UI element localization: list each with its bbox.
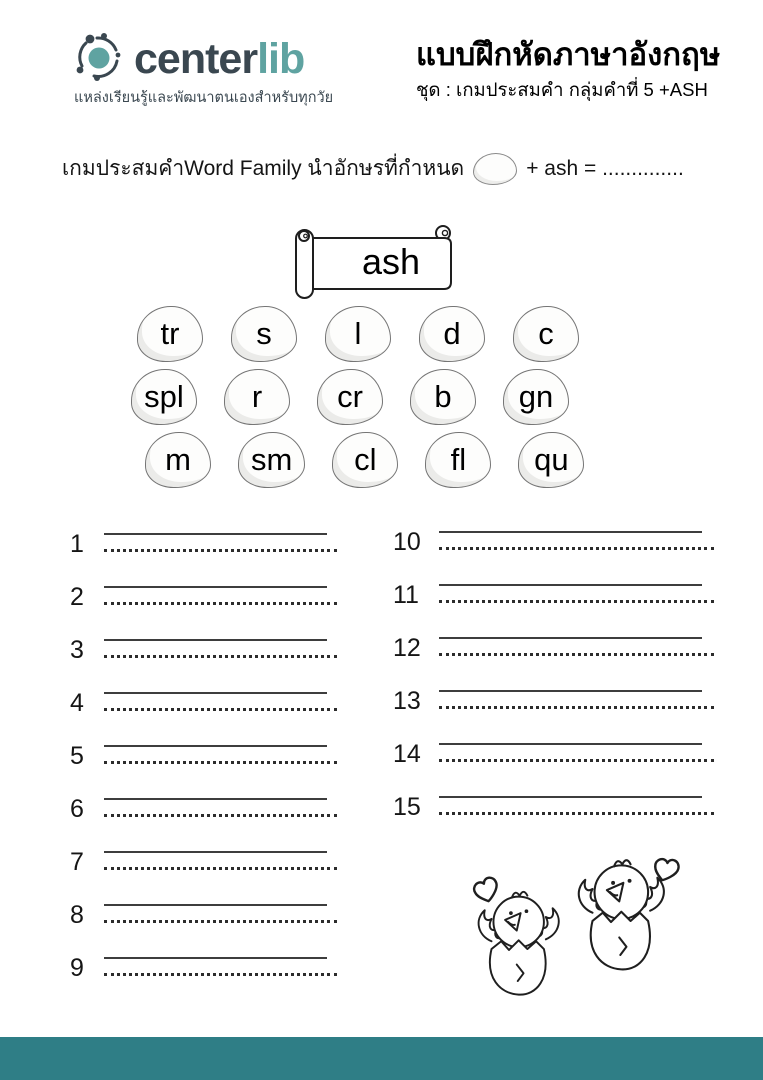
answer-list-right bbox=[393, 515, 714, 833]
answer-line-dotted bbox=[104, 708, 337, 711]
answer-number: 2 bbox=[70, 583, 84, 611]
letter-egg: cl bbox=[332, 432, 398, 488]
answer-number: 14 bbox=[393, 740, 421, 768]
answer-write-lines bbox=[104, 957, 337, 976]
answer-line-dotted bbox=[104, 867, 337, 870]
answer-item bbox=[393, 780, 714, 821]
egg-row-1 bbox=[0, 306, 763, 362]
answer-list-left bbox=[70, 517, 337, 994]
answer-write-lines bbox=[104, 586, 337, 605]
answer-line-solid bbox=[439, 584, 702, 586]
answer-line-dotted bbox=[439, 706, 714, 709]
letter-egg: c bbox=[513, 306, 579, 362]
answer-number: 11 bbox=[393, 581, 419, 609]
answer-number: 15 bbox=[393, 793, 421, 821]
answer-item bbox=[393, 621, 714, 662]
instruction-line bbox=[62, 152, 742, 185]
answer-item bbox=[70, 676, 337, 717]
answer-item bbox=[393, 568, 714, 609]
answer-item bbox=[70, 835, 337, 876]
answer-line-solid bbox=[439, 796, 702, 798]
answer-number: 3 bbox=[70, 636, 84, 664]
egg-row-3 bbox=[0, 432, 763, 488]
answer-line-solid bbox=[104, 692, 327, 694]
answer-item bbox=[393, 727, 714, 768]
answer-number: 4 bbox=[70, 689, 84, 717]
egg-row-2 bbox=[0, 369, 763, 425]
answer-line-solid bbox=[104, 957, 327, 959]
answer-number: 12 bbox=[393, 634, 421, 662]
answer-line-solid bbox=[104, 639, 327, 641]
answer-item bbox=[70, 570, 337, 611]
letter-egg: l bbox=[325, 306, 391, 362]
letter-egg: s bbox=[231, 306, 297, 362]
letter-egg: sm bbox=[238, 432, 305, 488]
answer-line-solid bbox=[439, 637, 702, 639]
letter-egg: cr bbox=[317, 369, 383, 425]
instruction-text-before: เกมประสมคำWord Family นำอักษรที่กำหนด bbox=[62, 157, 465, 180]
worksheet-subtitle: ชุด : เกมประสมคำ กลุ่มคำที่ 5 +ASH bbox=[416, 79, 708, 101]
centerlib-logo-icon bbox=[70, 28, 128, 91]
answer-line-dotted bbox=[104, 814, 337, 817]
answer-item bbox=[70, 888, 337, 929]
answer-write-lines bbox=[439, 743, 714, 762]
answer-line-solid bbox=[104, 904, 327, 906]
footer-brand-bar bbox=[0, 1037, 763, 1080]
answer-number: 10 bbox=[393, 528, 421, 556]
answer-item bbox=[393, 515, 714, 556]
answer-line-dotted bbox=[104, 549, 337, 552]
worksheet-title-block bbox=[416, 36, 751, 105]
blank-egg-icon bbox=[473, 153, 517, 185]
answer-item bbox=[70, 623, 337, 664]
answer-write-lines bbox=[104, 533, 337, 552]
banner-word: ash bbox=[361, 241, 421, 282]
answer-line-solid bbox=[104, 851, 327, 853]
answer-line-dotted bbox=[104, 920, 337, 923]
answer-line-dotted bbox=[439, 653, 714, 656]
centerlib-logo bbox=[70, 28, 304, 91]
letter-egg: spl bbox=[131, 369, 197, 425]
answer-item bbox=[70, 941, 337, 982]
answer-write-lines bbox=[104, 745, 337, 764]
answer-write-lines bbox=[439, 690, 714, 709]
answer-line-dotted bbox=[439, 547, 714, 550]
logo-wordmark bbox=[134, 35, 305, 83]
letter-egg: b bbox=[410, 369, 476, 425]
answer-item bbox=[393, 674, 714, 715]
answer-number: 5 bbox=[70, 742, 84, 770]
letter-egg: r bbox=[224, 369, 290, 425]
answer-item bbox=[70, 729, 337, 770]
answer-number: 6 bbox=[70, 795, 84, 823]
answer-line-solid bbox=[104, 533, 327, 535]
answer-number: 13 bbox=[393, 687, 421, 715]
answer-line-dotted bbox=[104, 761, 337, 764]
letter-egg: fl bbox=[425, 432, 491, 488]
answer-number: 8 bbox=[70, 901, 84, 929]
answer-line-dotted bbox=[104, 655, 337, 658]
letter-egg: d bbox=[419, 306, 485, 362]
answer-line-solid bbox=[439, 743, 702, 745]
instruction-text-after: + ash = .............. bbox=[526, 156, 684, 180]
answer-line-dotted bbox=[439, 812, 714, 815]
ash-scroll-banner bbox=[286, 220, 476, 306]
answer-write-lines bbox=[104, 851, 337, 870]
logo-word-center: center bbox=[134, 35, 258, 83]
letter-egg-grid bbox=[0, 306, 763, 495]
answer-line-solid bbox=[104, 798, 327, 800]
answer-item bbox=[70, 782, 337, 823]
answer-number: 7 bbox=[70, 848, 84, 876]
answer-line-solid bbox=[439, 690, 702, 692]
answer-write-lines bbox=[439, 584, 714, 603]
answer-write-lines bbox=[104, 639, 337, 658]
answer-write-lines bbox=[104, 692, 337, 711]
answer-write-lines bbox=[104, 904, 337, 923]
answer-line-solid bbox=[104, 586, 327, 588]
answer-line-dotted bbox=[439, 759, 714, 762]
answer-number: 9 bbox=[70, 954, 84, 982]
brand-tagline: แหล่งเรียนรู้และพัฒนาตนเองสำหรับทุกวัย bbox=[74, 90, 334, 106]
answer-write-lines bbox=[439, 531, 714, 550]
answer-write-lines bbox=[439, 796, 714, 815]
answer-line-solid bbox=[104, 745, 327, 747]
hatching-chicks-illustration bbox=[448, 843, 713, 1008]
letter-egg: gn bbox=[503, 369, 569, 425]
answer-number: 1 bbox=[70, 530, 84, 558]
answer-line-solid bbox=[439, 531, 702, 533]
answer-write-lines bbox=[104, 798, 337, 817]
answer-line-dotted bbox=[439, 600, 714, 603]
letter-egg: m bbox=[145, 432, 211, 488]
letter-egg: tr bbox=[137, 306, 203, 362]
answer-item bbox=[70, 517, 337, 558]
worksheet-title: แบบฝึกหัดภาษาอังกฤษ bbox=[416, 37, 721, 72]
letter-egg: qu bbox=[518, 432, 584, 488]
answer-write-lines bbox=[439, 637, 714, 656]
logo-word-lib: lib bbox=[257, 35, 305, 83]
answer-line-dotted bbox=[104, 602, 337, 605]
answer-line-dotted bbox=[104, 973, 337, 976]
